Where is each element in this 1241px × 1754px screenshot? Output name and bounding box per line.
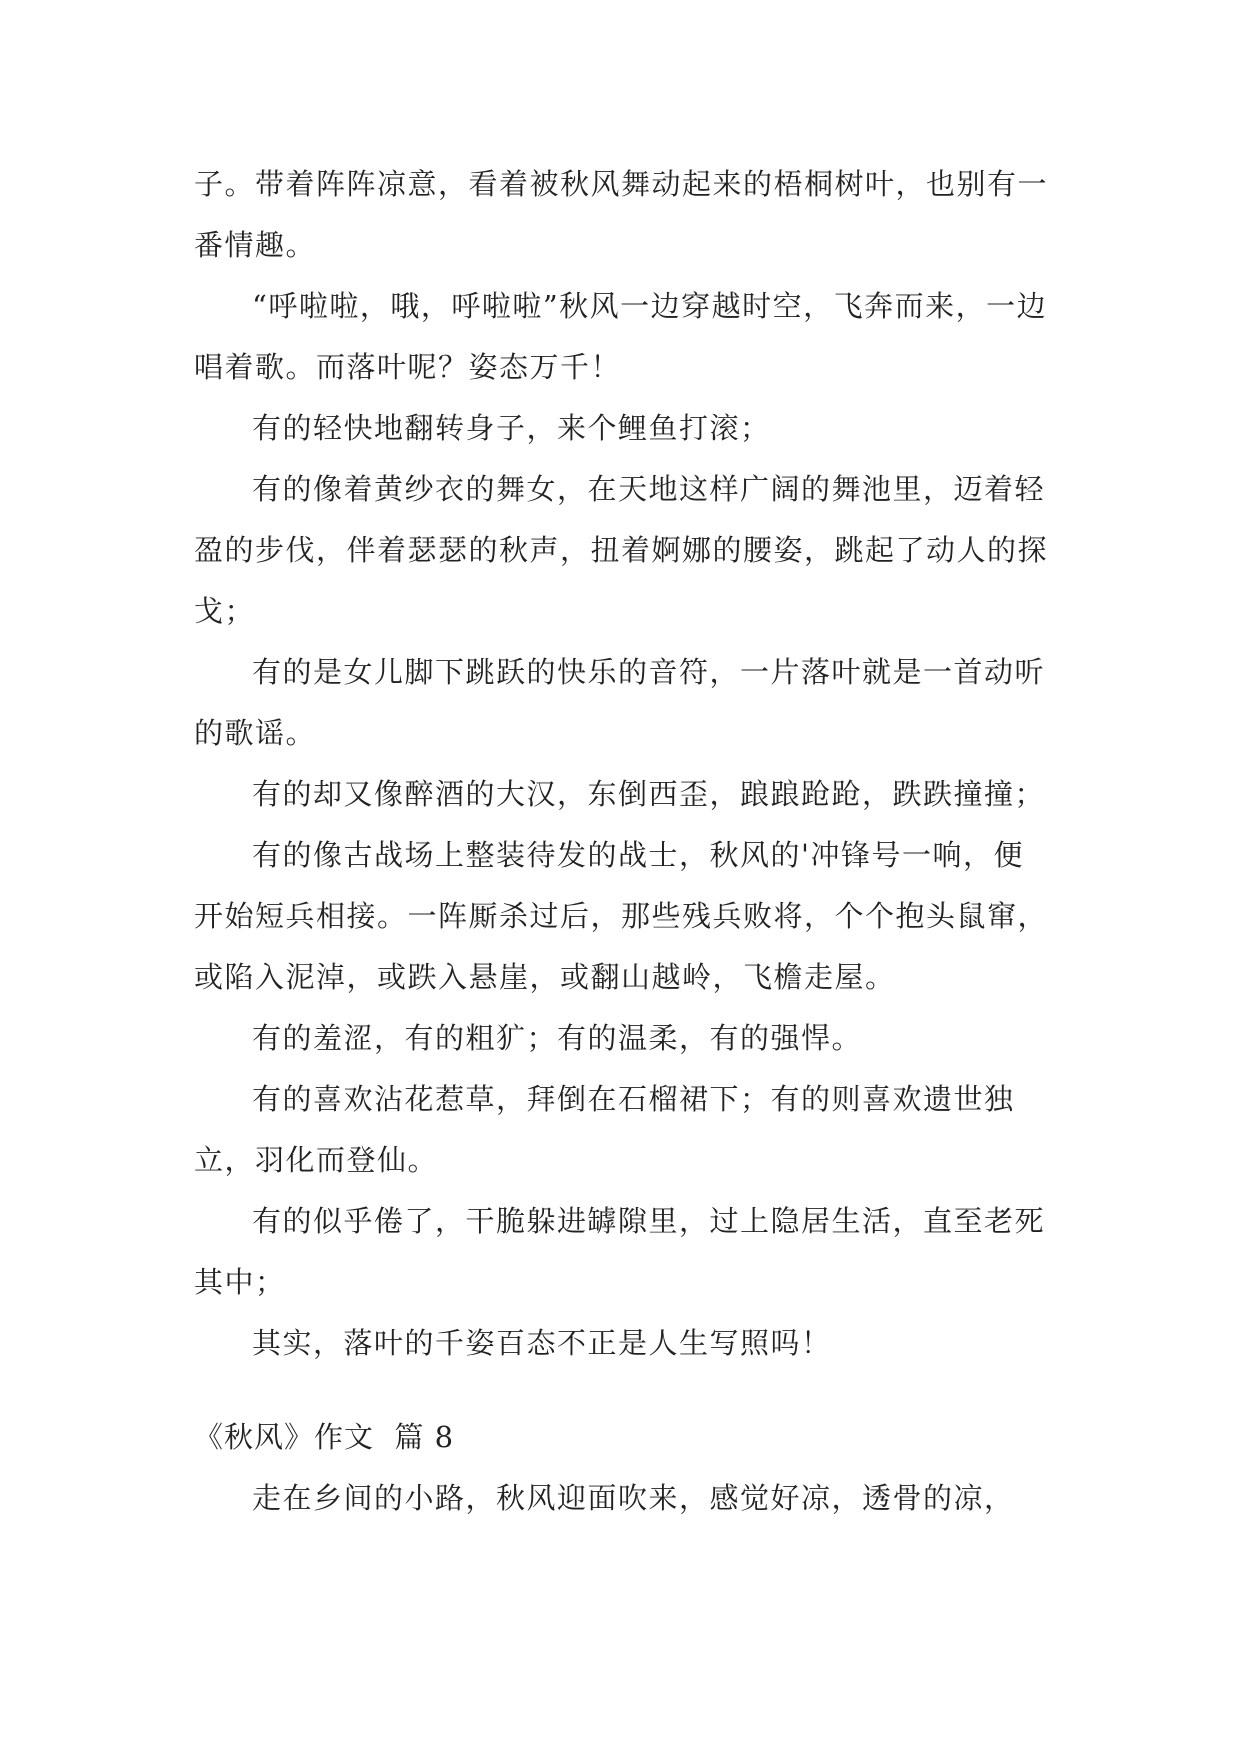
paragraph: 有的却又像醉酒的大汉，东倒西歪，踉踉跄跄，跌跌撞撞；	[252, 777, 1046, 811]
document-body	[194, 154, 1054, 1529]
paragraph: 子。带着阵阵凉意，看着被秋风舞动起来的梧桐树叶，也别有一番情趣。	[194, 167, 1049, 262]
paragraph: 有的轻快地翻转身子，来个鲤鱼打滚；	[252, 411, 771, 445]
paragraph: 有的喜欢沾花惹草，拜倒在石榴裙下；有的则喜欢遗世独立，羽化而登仙。	[194, 1082, 1015, 1177]
paragraph: 有的是女儿脚下跳跃的快乐的音符，一片落叶就是一首动听的歌谣。	[194, 655, 1046, 750]
section-heading: 《秋风》作文 篇 8	[194, 1420, 455, 1454]
paragraph: 有的羞涩，有的粗犷；有的温柔，有的强悍。	[252, 1021, 863, 1055]
section-gap	[194, 1374, 1054, 1407]
paragraph: 走在乡间的小路，秋风迎面吹来，感觉好凉，透骨的凉，	[252, 1481, 1015, 1515]
paragraph: 有的似乎倦了，干脆躲进罅隙里，过上隐居生活，直至老死其中；	[194, 1204, 1046, 1299]
paragraph: “呼啦啦，哦，呼啦啦”秋风一边穿越时空，飞奔而来，一边唱着歌。而落叶呢？姿态万千！	[194, 289, 1048, 384]
paragraph: 其实，落叶的千姿百态不正是人生写照吗！	[252, 1326, 832, 1360]
paragraph: 有的像古战场上整装待发的战士，秋风的'冲锋号一响，便开始短兵相接。一阵厮杀过后，那些残兵败将，个个抱头鼠窜，或陷入泥淖，或跌入悬崖，或翻山越岭，飞檐走屋。	[194, 838, 1049, 994]
paragraph: 有的像着黄纱衣的舞女，在天地这样广阔的舞池里，迈着轻盈的步伐，伴着瑟瑟的秋声，扭着婀娜的腰姿，跳起了动人的探戈；	[194, 472, 1049, 628]
